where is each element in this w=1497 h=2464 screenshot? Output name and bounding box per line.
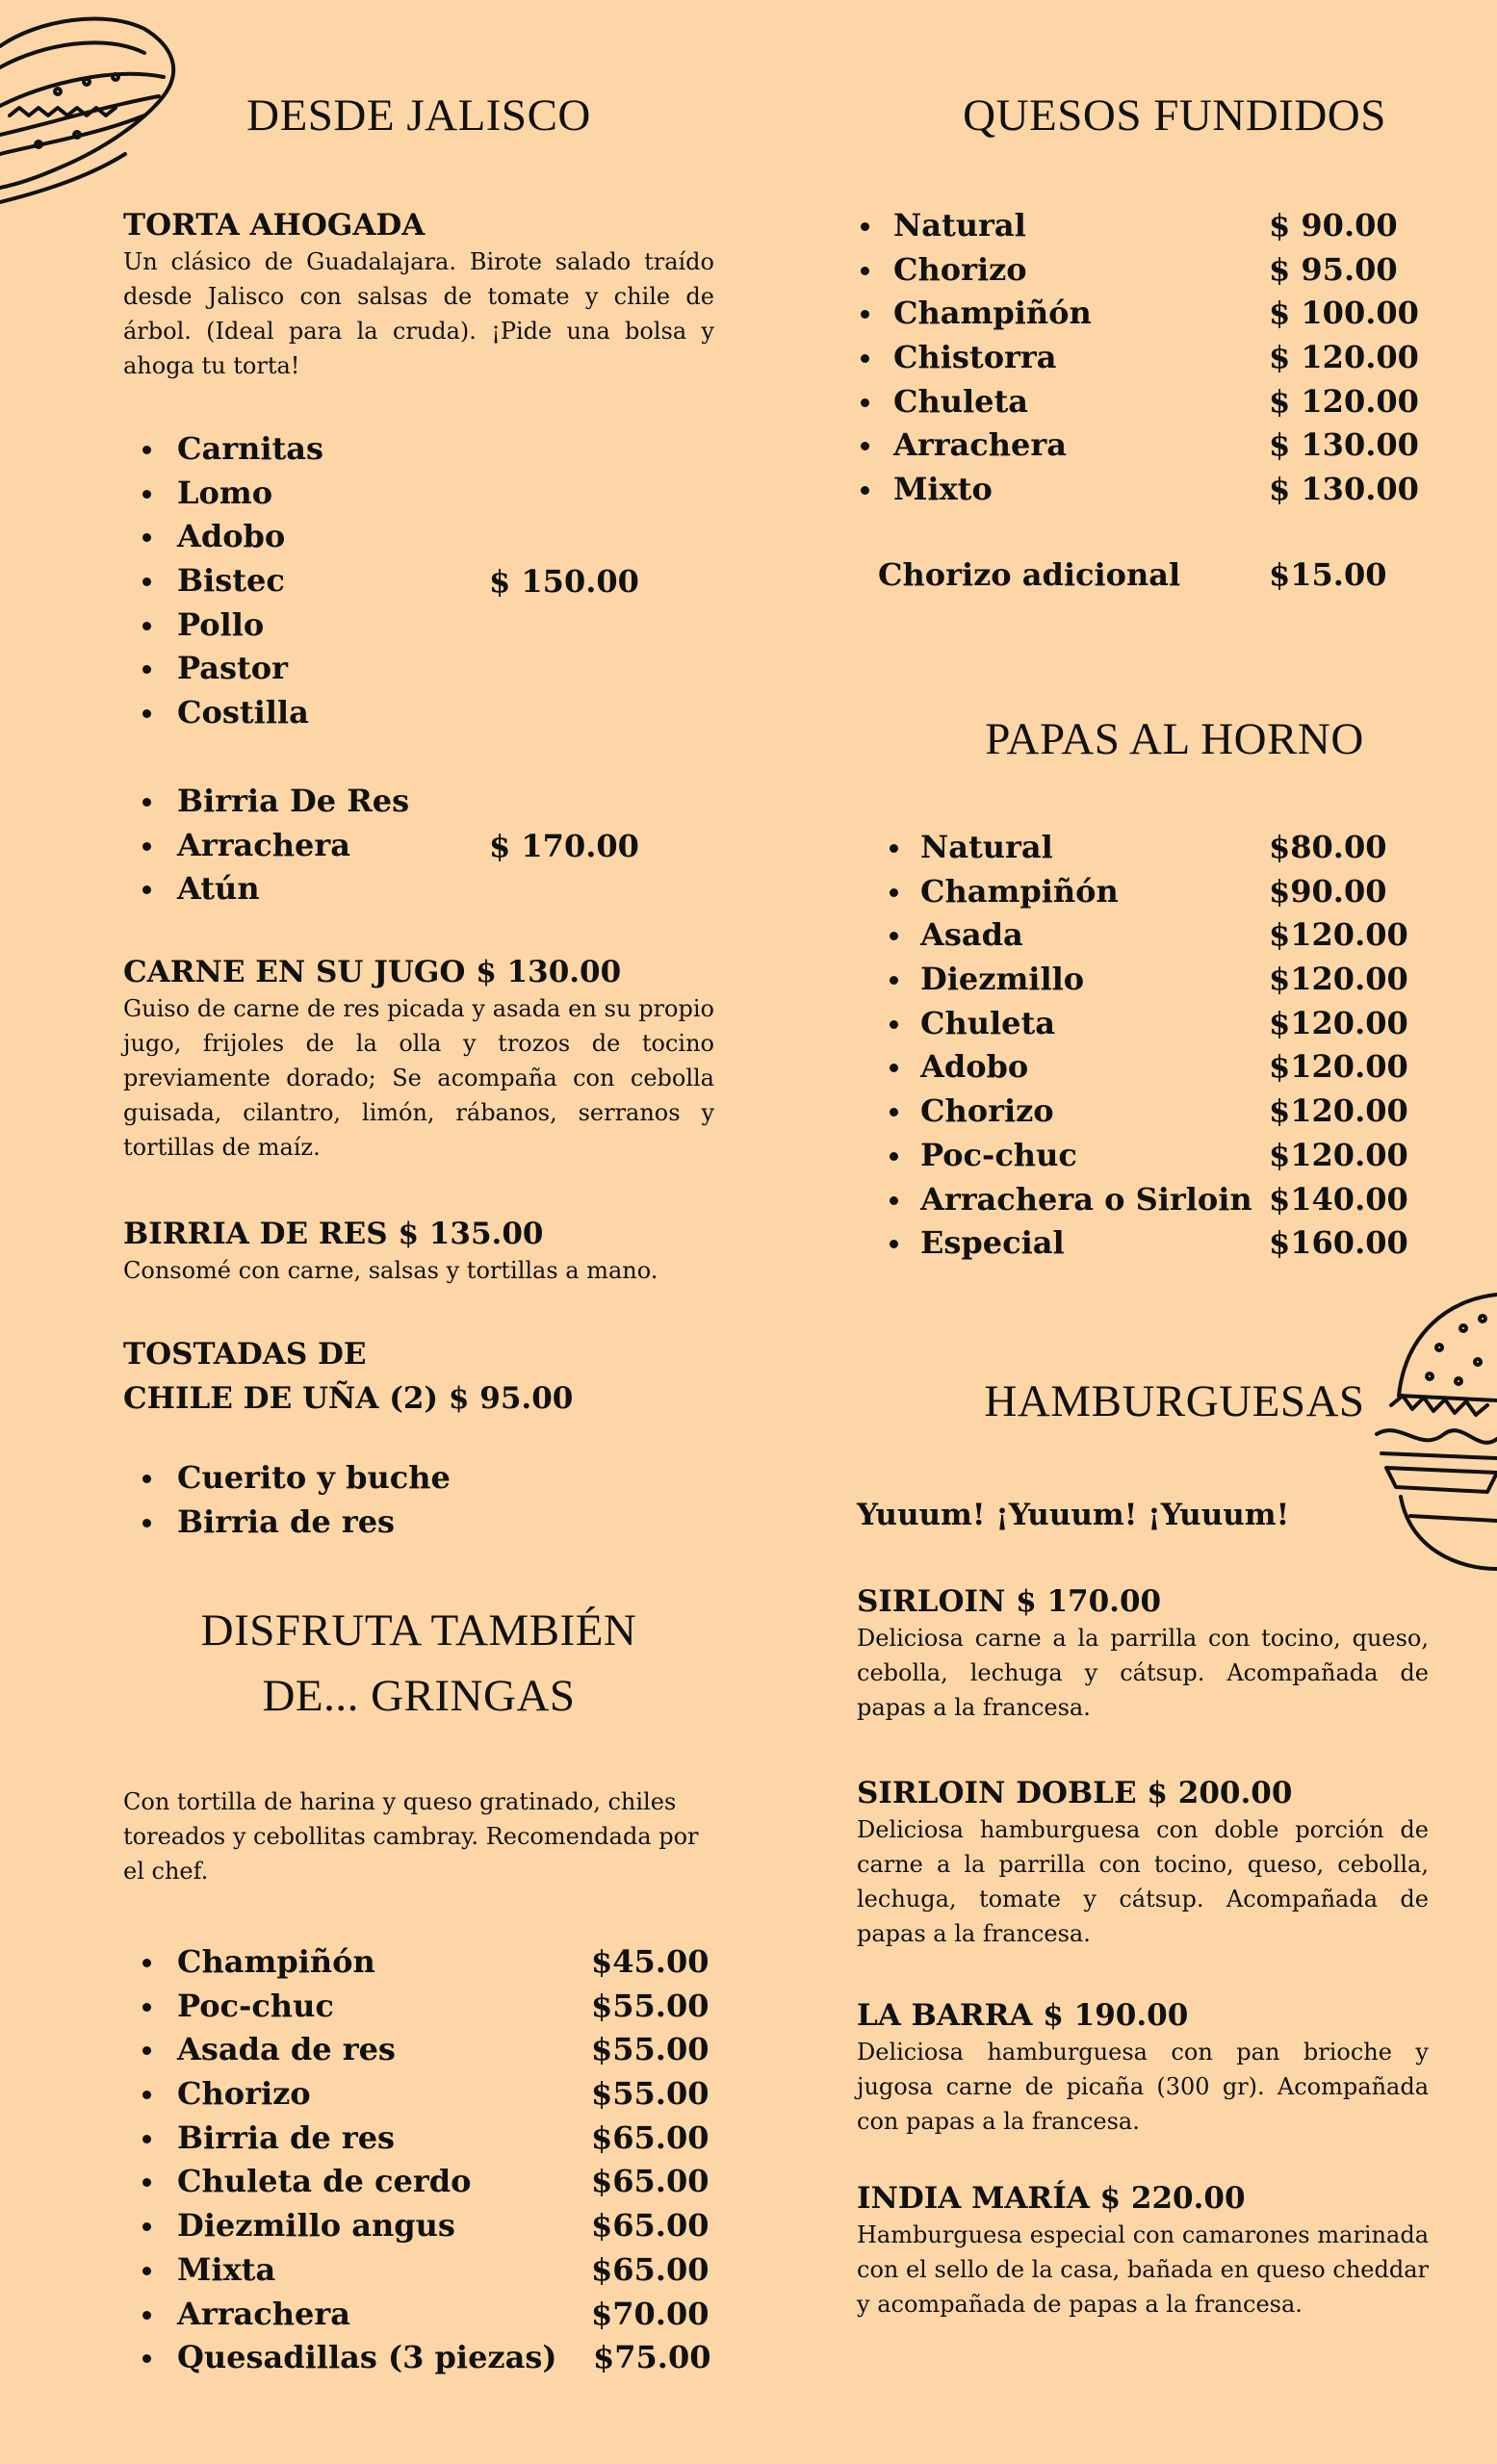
list-item: Chistorra $ 120.00 xyxy=(857,336,1434,380)
list-item: Poc-chuc $55.00 xyxy=(123,1985,714,2029)
list-item: Asada $120.00 xyxy=(857,913,1434,958)
list-item: Natural $ 90.00 xyxy=(857,204,1434,248)
hamburguesas-tagline: Yuuum! ¡Yuuum! ¡Yuuum! xyxy=(857,1498,1290,1532)
list-item: Chuleta de cerdo $65.00 xyxy=(123,2160,714,2204)
list-item: Arrachera $ 130.00 xyxy=(857,424,1434,468)
list-item: Birria De Res xyxy=(123,780,714,824)
hamburguesa-description: Deliciosa hamburguesa con pan brioche y jugosa carne de picaña (300 gr). Acompañada con papas a la francesa. xyxy=(857,2039,1429,2135)
hamburger-icon xyxy=(1372,1290,1497,1578)
list-item: Especial $160.00 xyxy=(857,1221,1434,1266)
list-item: Chorizo $120.00 xyxy=(857,1090,1434,1134)
section-title-gringas-line2: DE... GRINGAS xyxy=(262,1671,576,1721)
list-item: Asada de res $55.00 xyxy=(123,2028,714,2072)
hamburguesa-title: LA BARRA $ 190.00 xyxy=(857,1998,1189,2033)
section-title-desde-jalisco: DESDE JALISCO xyxy=(246,90,591,141)
list-item: Natural $80.00 xyxy=(857,826,1434,870)
list-item: Mixto $ 130.00 xyxy=(857,468,1434,512)
list-item: Birria de res $65.00 xyxy=(123,2117,714,2161)
list-item: Diezmillo angus $65.00 xyxy=(123,2204,714,2248)
hamburguesa-sirloin xyxy=(857,1582,1429,1725)
list-item: Quesadillas (3 piezas) $75.00 xyxy=(123,2336,714,2380)
section-title-gringas-line1: DISFRUTA TAMBIÉN xyxy=(200,1605,637,1656)
list-item: Adobo xyxy=(123,515,714,559)
papas-list xyxy=(857,826,1434,1266)
list-item: Lomo xyxy=(123,472,714,516)
list-item: Chorizo $55.00 xyxy=(123,2072,714,2117)
tostadas xyxy=(123,1332,714,1421)
quesos-list xyxy=(857,204,1434,512)
section-title-quesos-fundidos: QUESOS FUNDIDOS xyxy=(963,90,1386,141)
carne-en-su-jugo xyxy=(123,953,714,1165)
list-item: Atún xyxy=(123,867,714,911)
list-item: Chuleta $120.00 xyxy=(857,1002,1434,1046)
hamburguesa-sirloin-doble xyxy=(857,1774,1429,1951)
list-item: Pastor xyxy=(123,647,714,691)
list-item: Arrachera xyxy=(123,824,714,868)
section-title-hamburguesas: HAMBURGUESAS xyxy=(984,1376,1365,1426)
hamburguesa-description: Deliciosa carne a la parrilla con tocino, queso, cebolla, lechuga y cátsup. Acompañada de papas a la francesa. xyxy=(857,1625,1429,1721)
birria-de-res-description: Consomé con carne, salsas y tortillas a mano. xyxy=(123,1257,658,1284)
hamburguesa-description: Hamburguesa especial con camarones marinada con el sello de la casa, bañada en queso cheddar y acompañada de papas a la francesa. xyxy=(857,2221,1429,2318)
birria-de-res xyxy=(123,1215,714,1288)
section-title-papas-al-horno: PAPAS AL HORNO xyxy=(985,714,1364,764)
chorizo-adicional-label: Chorizo adicional xyxy=(878,556,1181,593)
list-item: Champiñón $90.00 xyxy=(857,870,1434,914)
gringas-list xyxy=(123,1940,714,2380)
list-item: Adobo $120.00 xyxy=(857,1045,1434,1090)
list-item: Birria de res xyxy=(123,1501,714,1545)
list-item: Arrachera o Sirloin $140.00 xyxy=(857,1178,1434,1222)
carne-en-su-jugo-title: CARNE EN SU JUGO $ 130.00 xyxy=(123,955,622,989)
list-item: Cuerito y buche xyxy=(123,1456,714,1501)
list-item: Chuleta $ 120.00 xyxy=(857,380,1434,424)
torta-ahogada-description: Un clásico de Guadalajara. Birote salado traído desde Jalisco con salsas de tomate y chile de árbol. (Ideal para la cruda). ¡Pide una bolsa y ahoga tu torta! xyxy=(123,248,714,379)
torta-group-2-price: $ 170.00 xyxy=(489,828,639,864)
torta-ahogada-title: TORTA AHOGADA xyxy=(123,208,426,243)
list-item: Diezmillo $120.00 xyxy=(857,958,1434,1002)
list-item: Carnitas xyxy=(123,427,714,472)
hamburguesa-india-maria xyxy=(857,2179,1429,2322)
tostadas-title-line1: TOSTADAS DE xyxy=(123,1337,367,1372)
list-item: Costilla xyxy=(123,691,714,735)
torta-ahogada xyxy=(123,206,714,383)
list-item: Pollo xyxy=(123,603,714,648)
birria-de-res-title: BIRRIA DE RES $ 135.00 xyxy=(123,1217,544,1251)
list-item: Arrachera $70.00 xyxy=(123,2293,714,2337)
list-item: Champiñón $ 100.00 xyxy=(857,292,1434,336)
hamburguesa-la-barra xyxy=(857,1996,1429,2139)
list-item: Chorizo $ 95.00 xyxy=(857,248,1434,293)
torta-group-1-price: $ 150.00 xyxy=(489,563,639,600)
list-item: Mixta $65.00 xyxy=(123,2248,714,2293)
hamburguesa-title: SIRLOIN DOBLE $ 200.00 xyxy=(857,1776,1293,1810)
tostadas-title-line2: CHILE DE UÑA (2) $ 95.00 xyxy=(123,1381,574,1416)
list-item: Bistec xyxy=(123,559,714,603)
hamburguesa-title: INDIA MARÍA $ 220.00 xyxy=(857,2181,1246,2216)
gringas-description: Con tortilla de harina y queso gratinado, chiles toreados y cebollitas cambray. Recomendada por el chef. xyxy=(123,1788,699,1885)
hamburguesa-description: Deliciosa hamburguesa con doble porción de carne a la parrilla con tocino, queso, cebolla, lechuga, tomate y cátsup. Acompañada de papas a la francesa. xyxy=(857,1816,1429,1947)
list-item: Champiñón $45.00 xyxy=(123,1940,714,1985)
carne-en-su-jugo-description: Guiso de carne de res picada y asada en su propio jugo, frijoles de la olla y trozos de tocino previamente dorado; Se acompaña con cebolla guisada, cilantro, limón, rábanos, serranos y tortillas de maíz. xyxy=(123,995,714,1161)
tostadas-list xyxy=(123,1456,714,1544)
chorizo-adicional-price: $15.00 xyxy=(1269,556,1387,593)
hamburguesa-title: SIRLOIN $ 170.00 xyxy=(857,1584,1162,1619)
list-item: Poc-chuc $120.00 xyxy=(857,1134,1434,1178)
